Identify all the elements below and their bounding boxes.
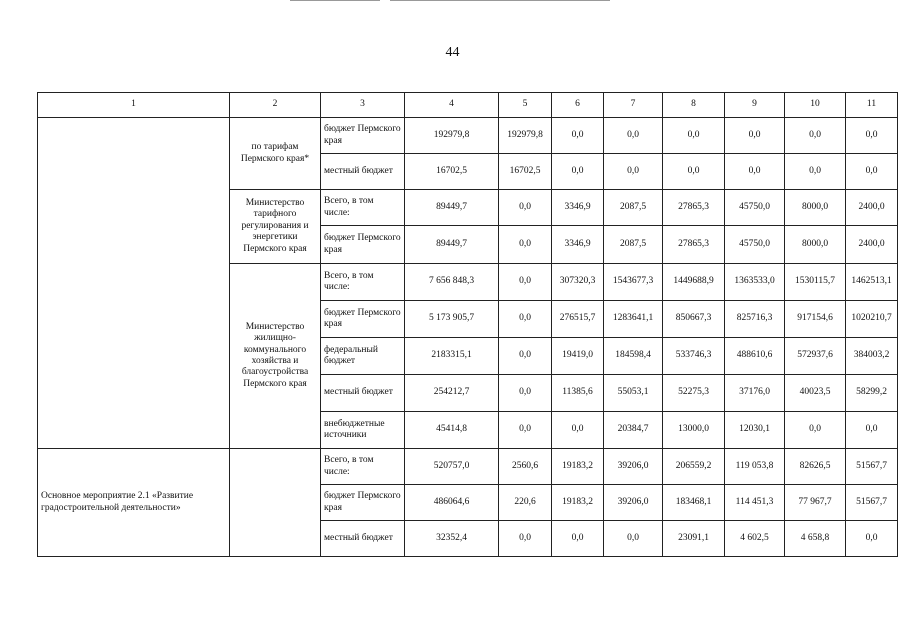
funding-source-cell: бюджет Пермского края [321, 226, 405, 264]
value-cell: 307320,3 [552, 264, 604, 301]
value-cell: 572937,6 [785, 338, 846, 375]
funding-source-cell: федеральный бюджет [321, 338, 405, 375]
column-number: 11 [846, 93, 898, 118]
value-cell: 3346,9 [552, 226, 604, 264]
value-cell: 2400,0 [846, 226, 898, 264]
column-number: 3 [321, 93, 405, 118]
value-cell: 0,0 [604, 521, 663, 557]
value-cell: 520757,0 [405, 449, 499, 485]
value-cell: 1449688,9 [663, 264, 725, 301]
value-cell: 11385,6 [552, 375, 604, 412]
column-number: 10 [785, 93, 846, 118]
event-cell [38, 118, 230, 449]
value-cell: 254212,7 [405, 375, 499, 412]
value-cell: 23091,1 [663, 521, 725, 557]
value-cell: 32352,4 [405, 521, 499, 557]
value-cell: 0,0 [725, 154, 785, 190]
value-cell: 2400,0 [846, 190, 898, 226]
funding-source-cell: бюджет Пермского края [321, 118, 405, 154]
value-cell: 0,0 [785, 412, 846, 449]
value-cell: 19183,2 [552, 485, 604, 521]
value-cell: 486064,6 [405, 485, 499, 521]
value-cell: 20384,7 [604, 412, 663, 449]
column-number: 7 [604, 93, 663, 118]
value-cell: 384003,2 [846, 338, 898, 375]
top-rule-right [390, 0, 610, 1]
value-cell: 850667,3 [663, 301, 725, 338]
value-cell: 13000,0 [663, 412, 725, 449]
funding-source-cell: бюджет Пермского края [321, 301, 405, 338]
value-cell: 4 658,8 [785, 521, 846, 557]
value-cell: 16702,5 [499, 154, 552, 190]
value-cell: 2560,6 [499, 449, 552, 485]
value-cell: 4 602,5 [725, 521, 785, 557]
column-number: 8 [663, 93, 725, 118]
value-cell: 192979,8 [405, 118, 499, 154]
executor-cell: Министерство тарифного регулирования и энергетики Пермского края [230, 190, 321, 264]
value-cell: 0,0 [552, 412, 604, 449]
value-cell: 45750,0 [725, 226, 785, 264]
value-cell: 77 967,7 [785, 485, 846, 521]
funding-source-cell: Всего, в том числе: [321, 449, 405, 485]
value-cell: 0,0 [785, 118, 846, 154]
top-rule-left [290, 0, 380, 1]
value-cell: 45750,0 [725, 190, 785, 226]
value-cell: 1543677,3 [604, 264, 663, 301]
value-cell: 45414,8 [405, 412, 499, 449]
funding-source-cell: местный бюджет [321, 521, 405, 557]
funding-source-cell: бюджет Пермского края [321, 485, 405, 521]
value-cell: 55053,1 [604, 375, 663, 412]
value-cell: 51567,7 [846, 449, 898, 485]
column-number-row [38, 93, 898, 118]
value-cell: 488610,6 [725, 338, 785, 375]
value-cell: 89449,7 [405, 190, 499, 226]
value-cell: 1530115,7 [785, 264, 846, 301]
value-cell: 89449,7 [405, 226, 499, 264]
value-cell: 1020210,7 [846, 301, 898, 338]
column-number: 1 [38, 93, 230, 118]
value-cell: 184598,4 [604, 338, 663, 375]
value-cell: 0,0 [663, 154, 725, 190]
column-number: 9 [725, 93, 785, 118]
value-cell: 27865,3 [663, 190, 725, 226]
value-cell: 8000,0 [785, 226, 846, 264]
value-cell: 0,0 [552, 154, 604, 190]
value-cell: 5 173 905,7 [405, 301, 499, 338]
value-cell: 0,0 [499, 338, 552, 375]
value-cell: 37176,0 [725, 375, 785, 412]
value-cell: 183468,1 [663, 485, 725, 521]
column-number: 2 [230, 93, 321, 118]
value-cell: 0,0 [552, 521, 604, 557]
executor-cell [230, 449, 321, 557]
value-cell: 2087,5 [604, 226, 663, 264]
value-cell: 0,0 [663, 118, 725, 154]
value-cell: 0,0 [499, 264, 552, 301]
table-row [38, 449, 898, 485]
value-cell: 220,6 [499, 485, 552, 521]
table-row [38, 118, 898, 154]
value-cell: 206559,2 [663, 449, 725, 485]
value-cell: 0,0 [499, 375, 552, 412]
value-cell: 39206,0 [604, 485, 663, 521]
event-cell: Основное мероприятие 2.1 «Развитие градостроительной деятельности» [38, 449, 230, 557]
value-cell: 2183315,1 [405, 338, 499, 375]
value-cell: 51567,7 [846, 485, 898, 521]
column-number: 6 [552, 93, 604, 118]
value-cell: 0,0 [846, 412, 898, 449]
value-cell: 0,0 [499, 521, 552, 557]
funding-source-cell: местный бюджет [321, 154, 405, 190]
value-cell: 0,0 [846, 154, 898, 190]
value-cell: 19419,0 [552, 338, 604, 375]
value-cell: 0,0 [499, 226, 552, 264]
funding-source-cell: внебюджетные источники [321, 412, 405, 449]
value-cell: 0,0 [499, 190, 552, 226]
value-cell: 119 053,8 [725, 449, 785, 485]
funding-source-cell: Всего, в том числе: [321, 264, 405, 301]
funding-source-cell: местный бюджет [321, 375, 405, 412]
value-cell: 2087,5 [604, 190, 663, 226]
value-cell: 0,0 [499, 301, 552, 338]
value-cell: 12030,1 [725, 412, 785, 449]
value-cell: 0,0 [725, 118, 785, 154]
value-cell: 0,0 [604, 118, 663, 154]
value-cell: 0,0 [785, 154, 846, 190]
value-cell: 276515,7 [552, 301, 604, 338]
value-cell: 533746,3 [663, 338, 725, 375]
value-cell: 7 656 848,3 [405, 264, 499, 301]
value-cell: 19183,2 [552, 449, 604, 485]
executor-cell: по тарифам Пермского края* [230, 118, 321, 190]
value-cell: 8000,0 [785, 190, 846, 226]
value-cell: 58299,2 [846, 375, 898, 412]
budget-table [37, 92, 898, 557]
funding-source-cell: Всего, в том числе: [321, 190, 405, 226]
value-cell: 3346,9 [552, 190, 604, 226]
page-number: 44 [445, 45, 460, 60]
value-cell: 0,0 [604, 154, 663, 190]
value-cell: 192979,8 [499, 118, 552, 154]
executor-cell: Министерство жилищно-коммунального хозяйства и благоустройства Пермского края [230, 264, 321, 449]
column-number: 5 [499, 93, 552, 118]
value-cell: 917154,6 [785, 301, 846, 338]
value-cell: 1363533,0 [725, 264, 785, 301]
value-cell: 82626,5 [785, 449, 846, 485]
value-cell: 0,0 [846, 118, 898, 154]
value-cell: 1283641,1 [604, 301, 663, 338]
value-cell: 39206,0 [604, 449, 663, 485]
value-cell: 1462513,1 [846, 264, 898, 301]
value-cell: 52275,3 [663, 375, 725, 412]
column-number: 4 [405, 93, 499, 118]
value-cell: 0,0 [552, 118, 604, 154]
value-cell: 16702,5 [405, 154, 499, 190]
value-cell: 114 451,3 [725, 485, 785, 521]
value-cell: 0,0 [499, 412, 552, 449]
value-cell: 0,0 [846, 521, 898, 557]
value-cell: 27865,3 [663, 226, 725, 264]
value-cell: 40023,5 [785, 375, 846, 412]
value-cell: 825716,3 [725, 301, 785, 338]
